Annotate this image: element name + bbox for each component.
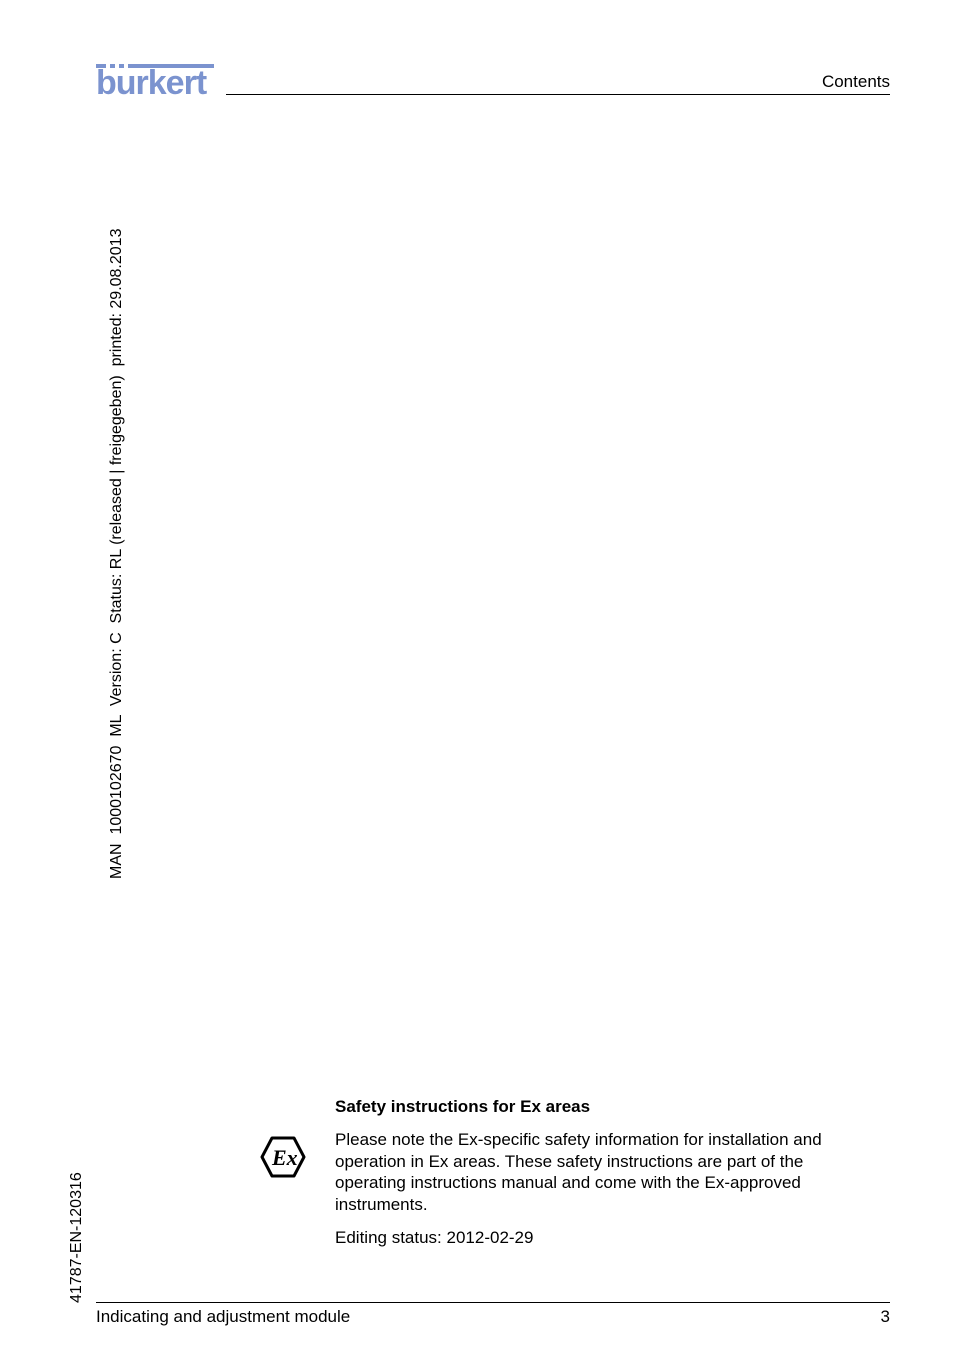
safety-heading: Safety instructions for Ex areas [335, 1097, 591, 1116]
ex-hexagon-icon [260, 1136, 306, 1178]
document-number-vertical: 41787-EN-120316 [68, 1172, 85, 1303]
header-rule [226, 94, 890, 95]
editing-status: Editing status: 2012-02-29 [335, 1228, 534, 1247]
safety-body-text: Please note the Ex-specific safety information for installation and operation in Ex areas. These safety instructions are part of the operating instructions manual and come with the Ex-approved instruments. [335, 1130, 822, 1214]
svg-text:Ex: Ex [272, 1145, 298, 1170]
burkert-logo [96, 64, 214, 100]
document-meta-vertical: MAN 1000102670 ML Version: C Status: RL (released | freigegeben) printed: 29.08.2013 [108, 228, 125, 879]
footer-document-title: Indicating and adjustment module [96, 1307, 351, 1326]
header-section-title: Contents [821, 72, 890, 91]
footer-rule [96, 1302, 890, 1303]
footer-page-number: 3 [880, 1307, 890, 1326]
logo-text: burkert [96, 64, 207, 102]
